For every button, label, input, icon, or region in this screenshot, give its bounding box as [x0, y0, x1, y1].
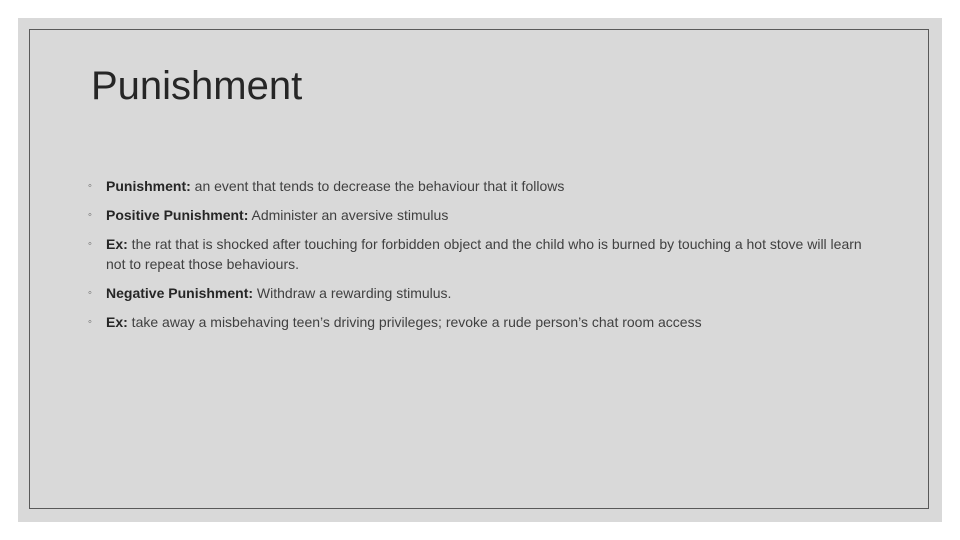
bullet-item	[88, 234, 878, 274]
bullet-text: an event that tends to decrease the behaviour that it follows	[190, 178, 565, 194]
bullet-item	[88, 312, 878, 332]
bullet-marker-icon: ◦	[88, 238, 92, 250]
bullet-list	[88, 176, 878, 341]
bullet-term: Positive Punishment:	[106, 207, 249, 223]
bullet-text: Administer an aversive stimulus	[248, 207, 449, 223]
bullet-text: take away a misbehaving teen’s driving privileges; revoke a rude person’s chat room access	[127, 314, 702, 330]
slide-title: Punishment	[91, 64, 303, 108]
bullet-term: Punishment:	[106, 178, 191, 194]
bullet-marker-icon: ◦	[88, 316, 92, 328]
bullet-item	[88, 176, 878, 196]
bullet-marker-icon: ◦	[88, 209, 92, 221]
bullet-marker-icon: ◦	[88, 287, 92, 299]
bullet-item	[88, 283, 878, 303]
bullet-text: Withdraw a rewarding stimulus.	[253, 285, 452, 301]
bullet-term: Ex:	[106, 314, 128, 330]
slide	[18, 18, 942, 522]
bullet-term: Negative Punishment:	[106, 285, 254, 301]
bullet-marker-icon: ◦	[88, 180, 92, 192]
bullet-text: the rat that is shocked after touching for forbidden object and the child who is burned by touching a hot stove will learn not to repeat those behaviours.	[106, 236, 862, 272]
bullet-term: Ex:	[106, 236, 128, 252]
bullet-item	[88, 205, 878, 225]
